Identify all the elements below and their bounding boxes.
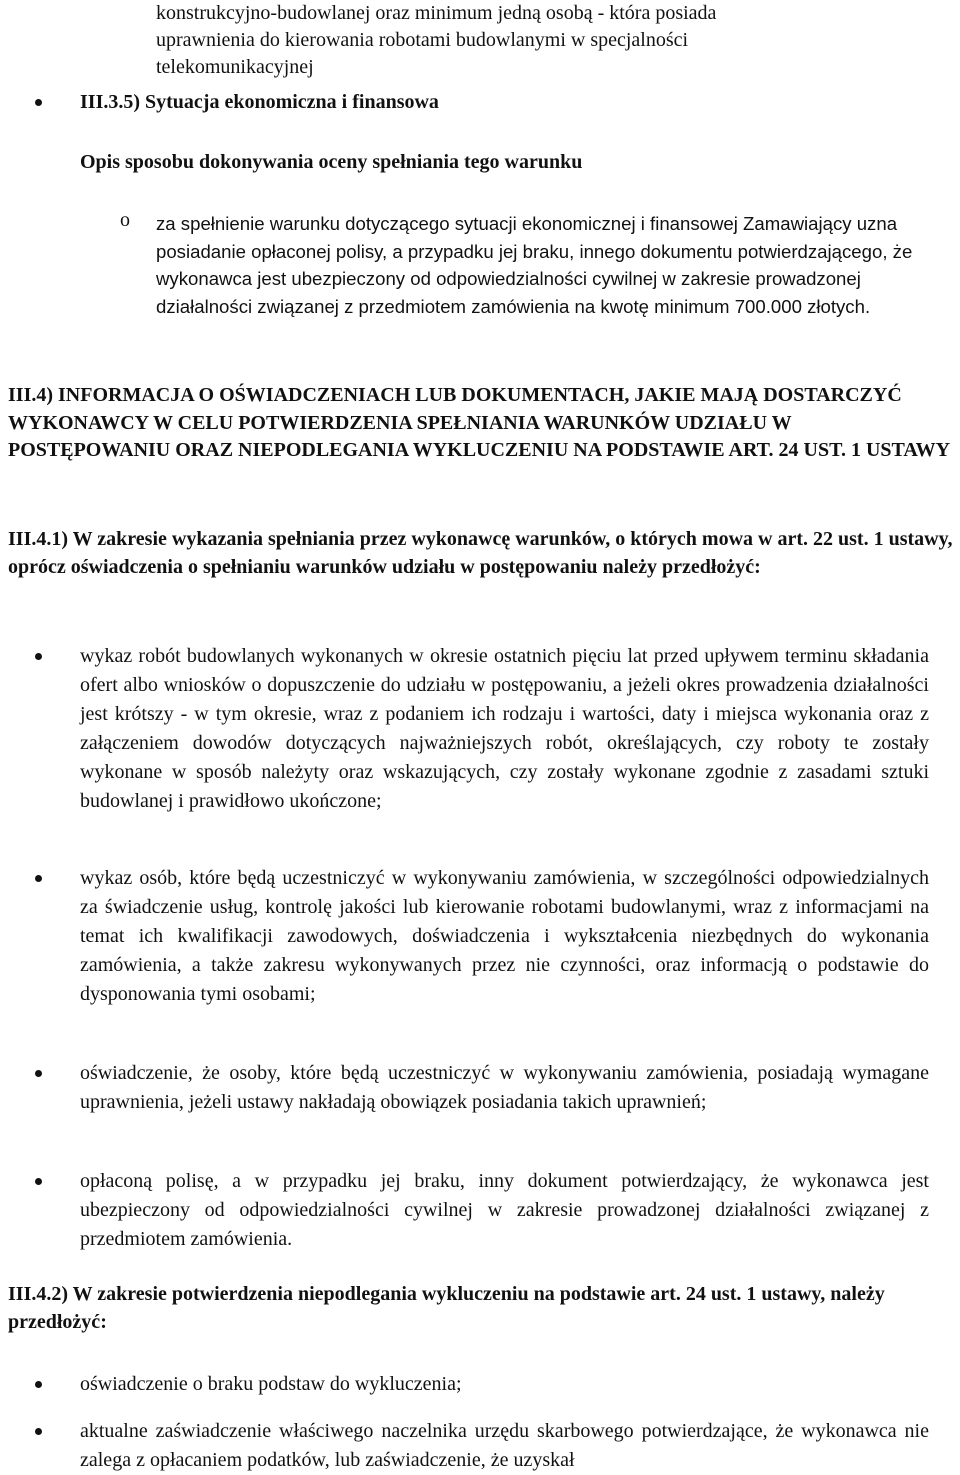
continuation-line: uprawnienia do kierowania robotami budowlanymi w specjalności xyxy=(156,29,689,51)
bullet-icon xyxy=(35,653,42,660)
bullet-icon xyxy=(35,99,42,106)
bullet-icon xyxy=(35,1381,42,1388)
section-heading-iii-3-5: III.3.5) Sytuacja ekonomiczna i finansowa xyxy=(80,91,439,113)
continuation-line: konstrukcyjno-budowlanej oraz minimum jedną osobą - która posiada xyxy=(156,2,717,24)
bullet-icon xyxy=(35,1178,42,1185)
section-heading-iii-4-1: III.4.1) W zakresie wykazania spełniania przez wykonawcę warunków, o których mowa w art. 22 ust. 1 ustawy, oprócz oświadczenia o spełnianiu warunków udziału w postępowaniu należy przedłożyć: xyxy=(8,528,953,578)
section-heading-iii-4-2: III.4.2) W zakresie potwierdzenia niepodlegania wykluczeniu na podstawie art. 24 ust. 1 ustawy, należy przedłożyć: xyxy=(8,1283,885,1333)
list-item: oświadczenie, że osoby, które będą uczestniczyć w wykonywaniu zamówienia, posiadają wymagane uprawnienia, jeżeli ustawy nakładają obowiązek posiadania takich uprawnień; xyxy=(80,1062,929,1113)
bullet-icon xyxy=(35,1070,42,1077)
financial-condition-text: za spełnienie warunku dotyczącego sytuacji ekonomicznej i finansowej Zamawiający uzna posiadanie opłaconej polisy, a przypadku jej braku, innego dokumentu potwierdzającego, że wykonawca jest ubezpieczony od odpowiedzialności cywilnej w zakresie prowadzonej działalności związanej z przedmiotem zamówienia na kwotę minimum 700.000 złotych. xyxy=(156,213,913,317)
list-item: wykaz robót budowlanych wykonanych w okresie ostatnich pięciu lat przed upływem terminu składania ofert albo wniosków o dopuszczenie do udziału w postępowaniu, a jeżeli okres prowadzenia działalności jest krótszy - w tym okresie, wraz z podaniem ich rodzaju i wartości, daty i miejsca wykonania oraz z załączeniem dowodów dotyczących najważniejszych robót, określających, czy roboty te zostały wykonane w sposób należyty oraz wskazujących, czy zostały wykonane zgodnie z zasadami sztuki budowlanej i prawidłowo ukończone; xyxy=(80,645,929,812)
bullet-icon xyxy=(35,1428,42,1435)
evaluation-label: Opis sposobu dokonywania oceny spełniania tego warunku xyxy=(80,151,583,173)
bullet-icon xyxy=(35,875,42,882)
list-item: oświadczenie o braku podstaw do wykluczenia; xyxy=(80,1373,462,1395)
continuation-text xyxy=(156,0,916,81)
section-heading-iii-4: III.4) INFORMACJA O OŚWIADCZENIACH LUB DOKUMENTACH, JAKIE MAJĄ DOSTARCZYĆ WYKONAWCY W CELU POTWIERDZENIA SPEŁNIANIA WARUNKÓW UDZIAŁU W POSTĘPOWANIU ORAZ NIEPODLEGANIA WYKLUCZENIU NA PODSTAWIE ART. 24 UST. 1 USTAWY xyxy=(8,384,951,461)
list-item: aktualne zaświadczenie właściwego naczelnika urzędu skarbowego potwierdzające, że wykonawca nie zalega z opłacaniem podatków, lub zaświadczenie, że uzyskał xyxy=(80,1420,929,1471)
circle-bullet-icon: o xyxy=(120,209,130,231)
list-item: wykaz osób, które będą uczestniczyć w wykonywaniu zamówienia, w szczególności odpowiedzialnych za świadczenie usług, kontrolę jakości lub kierowanie robotami budowlanymi, wraz z informacjami na temat ich kwalifikacji zawodowych, doświadczenia i wykształcenia niezbędnych do wykonania zamówienia, a także zakresu wykonywanych przez nie czynności, oraz informacją o podstawie do dysponowania tymi osobami; xyxy=(80,867,929,1005)
list-item: opłaconą polisę, a w przypadku jej braku, inny dokument potwierdzający, że wykonawca jest ubezpieczony od odpowiedzialności cywilnej w zakresie prowadzonej działalności związanej z przedmiotem zamówienia. xyxy=(80,1170,929,1250)
continuation-line: telekomunikacyjnej xyxy=(156,56,314,78)
